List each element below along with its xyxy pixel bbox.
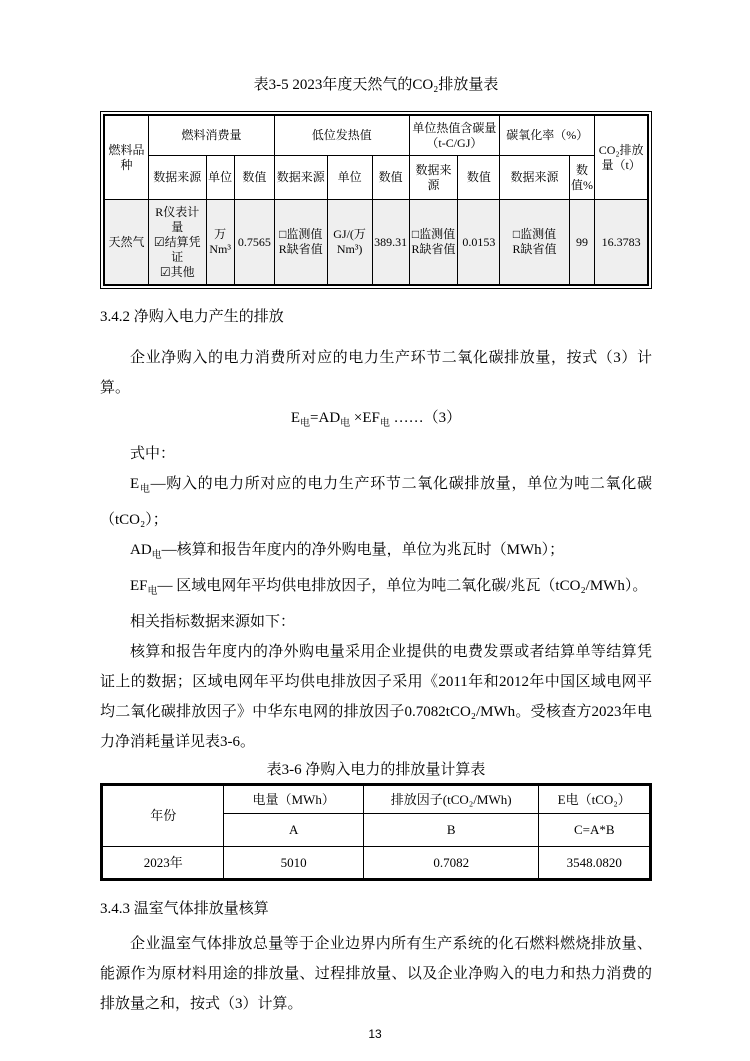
t35-cell-co2-value: 16.3783 (595, 200, 648, 285)
checkbox-option-default: R缺省值 (278, 242, 323, 256)
t35-subheader-value: 数值 (458, 156, 500, 200)
t36-cell-year: 2023年 (103, 847, 224, 879)
t35-subheader-data-source: 数据来源 (274, 156, 327, 200)
t35-subheader-value: 数值 (372, 156, 409, 200)
t35-cell-lhv-source (274, 200, 327, 285)
t35-header-fuel-type: 燃料品种 (105, 116, 149, 200)
t36-header-factor: 排放因子(tCO₂/MWh) (363, 786, 539, 814)
t35-subheader-value: 数值 (234, 156, 274, 200)
table36-title: 表3-6 净购入电力的排放量计算表 (266, 762, 486, 778)
t36-header-electricity: 电量（MWh） (224, 786, 363, 814)
t36-header-year: 年份 (103, 786, 224, 847)
t36-header-col-a: A (224, 814, 363, 847)
t36-header-e-power: E电（tCO₂） (539, 786, 650, 814)
t35-cell-consumption-unit: 万 Nm³ (206, 200, 234, 285)
sources-intro: 相关指标数据来源如下： (130, 614, 296, 630)
checkbox-option-default: R缺省值 (512, 242, 557, 256)
checkbox-option-other: ☑其他 (159, 264, 195, 279)
section-343-paragraph-1: 企业温室气体排放总量等于企业边界内所有生产系统的化石燃料燃烧排放量、能源作为原材料用途的排放量、过程排放量、以及企业净购入的电力和热力消费的排放量之和，按式（3）计算。 (100, 936, 652, 1012)
t35-cell-fuel: 天然气 (105, 200, 149, 285)
section-342-paragraph-2: 核算和报告年度内的净外购电量采用企业提供的电费发票或者结算单等结算凭证上的数据；区域电网年平均供电排放因子采用《2011年和2012年中国区域电网平均二氧化碳排放因子》中华东电网的排放因子0.7082tCO₂/MWh。受核查方2023年电力净消耗量详见表3-6。 (100, 644, 652, 750)
t36-cell-e-power: 3548.0820 (539, 847, 650, 879)
definition-ef: $EF_电—$ 区域电网年平均供电排放因子，单位为吨二氧化碳/兆瓦（tCO₂/MWh）。 (130, 578, 648, 597)
formula-where-label: 式中： (130, 446, 176, 462)
checkbox-option-default: R缺省值 (411, 242, 456, 256)
definition-ad: $AD_电—$核算和报告年度内的净外购电量，单位为兆瓦时（MWh）； (130, 542, 565, 561)
table35-title: 表3-5 2023年度天然气的CO₂排放量表 (253, 77, 499, 93)
t35-cell-consumption-value: 0.7565 (234, 200, 274, 285)
t35-cell-consumption-source (148, 200, 206, 285)
section-342-heading: 3.4.2 净购入电力产生的排放 (100, 309, 284, 325)
t35-subheader-unit: 单位 (206, 156, 234, 200)
t36-cell-electricity: 5010 (224, 847, 363, 879)
t36-header-col-c: C=A*B (539, 814, 650, 847)
t35-header-low-heating-value: 低位发热值 (274, 116, 409, 156)
formula-3: $E_电=AD_电 \times EF_电$ ……（3） (290, 410, 462, 429)
t35-subheader-unit: 单位 (327, 156, 372, 200)
t35-cell-carbon-source (409, 200, 458, 285)
definition-e: $E_电—$购入的电力所对应的电力生产环节二氧化碳排放量，单位为吨二氧化碳（tCO₂）； (100, 476, 652, 528)
section-342-paragraph-1: 企业净购入的电力消费所对应的电力生产环节二氧化碳排放量，按式（3）计算。 (100, 350, 652, 396)
checkbox-option-monitor: □监测值 (279, 227, 323, 241)
t35-header-fuel-consumption: 燃料消费量 (148, 116, 274, 156)
t35-subheader-data-source: 数据来源 (500, 156, 570, 200)
t35-cell-lhv-unit: GJ/(万 Nm³) (327, 200, 372, 285)
t35-subheader-data-source: 数据来源 (409, 156, 458, 200)
t35-data-row (105, 200, 648, 285)
t36-cell-factor: 0.7082 (363, 847, 539, 879)
checkbox-option-meter: R仪表计量 (155, 204, 200, 234)
checkbox-option-monitor: □监测值 (411, 227, 456, 241)
t35-header-co2-emission: CO₂排放量（t） (595, 116, 648, 200)
t35-header-oxidation-rate: 碳氧化率（%） (500, 116, 595, 156)
page-number: 13 (368, 1027, 382, 1041)
t35-cell-lhv-value: 389.31 (372, 200, 409, 285)
t35-cell-oxidation-source (500, 200, 570, 285)
t35-subheader-value-pct: 数值% (569, 156, 595, 200)
t35-header-carbon-content: 单位热值含碳量（t-C/GJ） (409, 116, 500, 156)
t36-data-row (103, 847, 650, 879)
t36-header-col-b: B (363, 814, 539, 847)
t35-cell-oxidation-value: 99 (569, 200, 595, 285)
t35-subheader-data-source: 数据来源 (148, 156, 206, 200)
section-343-heading: 3.4.3 温室气体排放量核算 (100, 901, 269, 917)
t35-cell-carbon-value: 0.0153 (458, 200, 500, 285)
checkbox-option-settlement: ☑结算凭证 (153, 234, 201, 264)
table35 (100, 111, 652, 289)
page-content (0, 73, 750, 1019)
table36 (100, 783, 652, 881)
checkbox-option-monitor: □监测值 (512, 227, 557, 241)
